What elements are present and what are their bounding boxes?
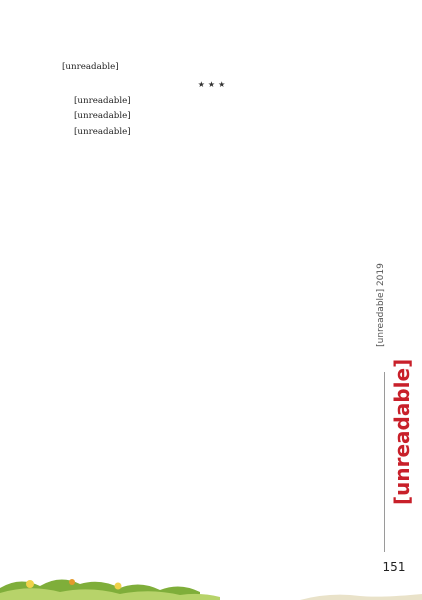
page-number: 151 <box>382 560 406 574</box>
bottom-decoration <box>0 570 422 600</box>
section-separator: ★★★ <box>197 79 229 89</box>
paragraph-2: [unreadable] <box>74 95 131 106</box>
magazine-title: [unreadable] <box>390 358 414 505</box>
article-body <box>62 60 364 570</box>
side-divider-rule <box>384 372 385 552</box>
paragraph-1: [unreadable] <box>62 62 119 72</box>
issue-date: [unreadable] 2019 <box>376 263 386 347</box>
paragraph-4: [unreadable] <box>74 126 131 137</box>
side-strip <box>385 0 422 600</box>
grass-illustration-icon <box>0 570 422 600</box>
paragraph-3: [unreadable] <box>74 111 131 121</box>
